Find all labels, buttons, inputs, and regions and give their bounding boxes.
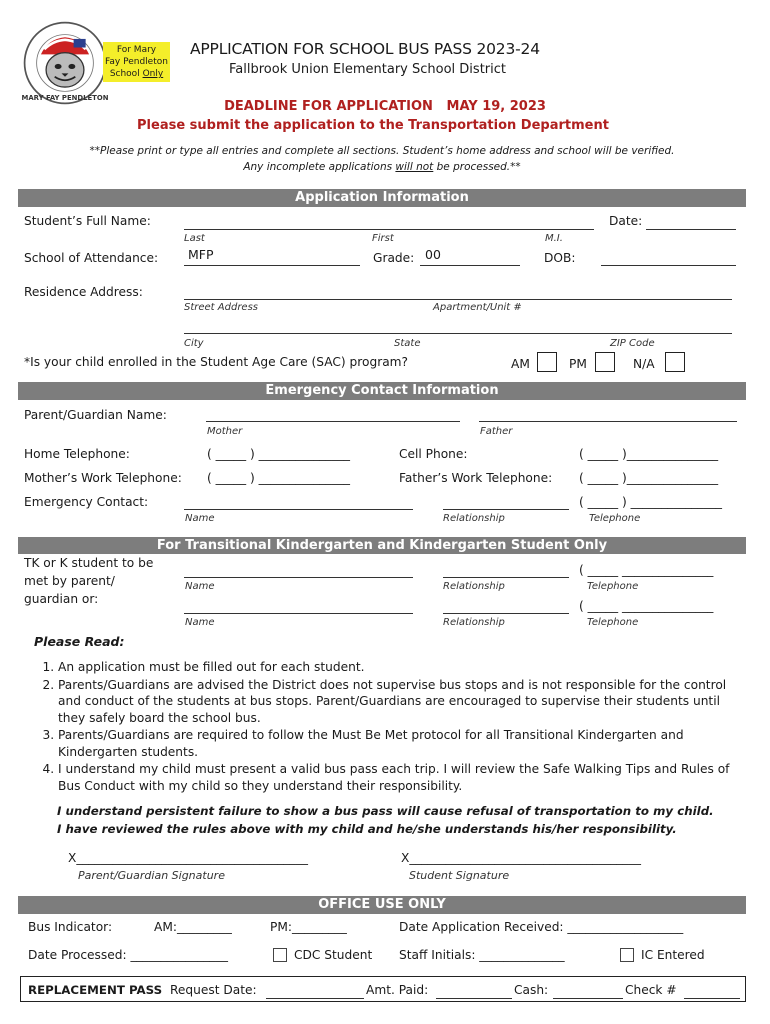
emergency-relationship-field[interactable] (443, 509, 569, 510)
sac-pm-label: PM (569, 357, 587, 371)
logo-ring-text: MARY FAY PENDLETON (22, 93, 108, 102)
deadline-text: DEADLINE FOR APPLICATION MAY 19, 2023 (224, 99, 546, 114)
emergency-name-field[interactable] (184, 509, 413, 510)
mi-caption: M.I. (545, 233, 563, 244)
sac-am-checkbox[interactable] (537, 352, 557, 372)
sticker-line1: For Mary (116, 45, 157, 55)
request-date-label: Request Date: (170, 983, 257, 997)
street-caption: Street Address (184, 302, 259, 313)
mother-work-label: Mother’s Work Telephone: (24, 471, 182, 485)
guardian-name-label: Parent/Guardian Name: (24, 408, 167, 422)
city-caption: City (184, 338, 204, 349)
mother-work-field[interactable]: ( _____ ) _______________ (207, 471, 351, 485)
office-am-field[interactable]: AM:_________ (154, 920, 232, 934)
check-field[interactable] (684, 998, 740, 999)
sticker-line3a: School (109, 69, 143, 79)
tk-telephone1-field[interactable]: ( _____ _______________ (579, 563, 714, 577)
sac-am-label: AM (511, 357, 530, 371)
tk-label-line3: guardian or: (24, 592, 99, 606)
student-signature-caption: Student Signature (409, 869, 510, 882)
mother-name-field[interactable] (206, 421, 460, 422)
rule-item: 3. Parents/Guardians are required to follow the Must Be Met protocol for all Transitional Kindergarten and Kindergarten students. (58, 727, 734, 760)
mother-caption: Mother (207, 426, 243, 437)
rule-item: 1. An application must be filled out for each student. (58, 659, 734, 676)
state-caption: State (394, 338, 421, 349)
amt-paid-field[interactable] (436, 998, 512, 999)
cash-field[interactable] (553, 998, 623, 999)
parent-signature-field[interactable]: X______________________________________ (68, 851, 308, 865)
emergency-name-caption: Name (185, 513, 215, 524)
tk-telephone2-caption: Telephone (587, 617, 639, 628)
tk-name2-caption: Name (185, 617, 215, 628)
submit-instruction: Please submit the application to the Transportation Department (137, 118, 609, 133)
please-read-heading: Please Read: (34, 634, 125, 649)
grade-field[interactable] (420, 265, 520, 266)
rule-item: 4. I understand my child must present a valid bus pass each trip. I will review the Safe Walking Tips and Rules of Bus Conduct with my child so they understand their responsibility. (58, 761, 734, 794)
school-value[interactable]: MFP (188, 247, 214, 262)
cdc-student-label: CDC Student (294, 948, 373, 962)
tk-name2-field[interactable] (184, 613, 413, 614)
amt-paid-label: Amt. Paid: (366, 983, 429, 997)
grade-value[interactable]: 00 (425, 247, 441, 262)
tk-relationship2-caption: Relationship (443, 617, 505, 628)
sac-question: *Is your child enrolled in the Student Age Care (SAC) program? (24, 355, 409, 369)
first-name-caption: First (372, 233, 394, 244)
ic-entered-checkbox[interactable] (620, 948, 634, 962)
tk-name1-field[interactable] (184, 577, 413, 578)
incomplete-note (0, 161, 764, 173)
dob-label: DOB: (544, 251, 576, 265)
rules-list (34, 659, 734, 795)
office-use-header: OFFICE USE ONLY (18, 896, 746, 914)
date-field[interactable] (646, 229, 736, 230)
father-name-field[interactable] (479, 421, 737, 422)
tk-header: For Transitional Kindergarten and Kindergarten Student Only (18, 537, 746, 554)
replacement-pass-label: REPLACEMENT PASS (28, 983, 163, 997)
emergency-relationship-caption: Relationship (443, 513, 505, 524)
cdc-student-checkbox[interactable] (273, 948, 287, 962)
student-name-label: Student’s Full Name: (24, 214, 151, 228)
office-pm-field[interactable]: PM:_________ (270, 920, 347, 934)
home-telephone-field[interactable]: ( _____ ) _______________ (207, 447, 351, 461)
incomplete-note-a: Any incomplete applications (243, 161, 396, 173)
student-name-field[interactable] (184, 229, 594, 230)
father-work-label: Father’s Work Telephone: (399, 471, 553, 485)
ic-entered-label: IC Entered (641, 948, 705, 962)
school-field[interactable] (184, 265, 360, 266)
emergency-telephone-caption: Telephone (589, 513, 641, 524)
rule-item: 2. Parents/Guardians are advised the District does not supervise bus stops and is not responsible for the control and conduct of the students at bus stops. Parent/Guardians are encouraged to supervise their students until they safely board the school bus. (58, 677, 734, 727)
student-signature-field[interactable]: X______________________________________ (401, 851, 641, 865)
cash-label: Cash: (514, 983, 549, 997)
school-only-sticker (103, 42, 170, 82)
father-work-field[interactable]: ( _____ )_______________ (579, 471, 719, 485)
last-name-caption: Last (184, 233, 205, 244)
request-date-field[interactable] (266, 998, 364, 999)
sticker-line3b: Only (142, 69, 164, 79)
date-processed-field[interactable]: Date Processed: ________________ (28, 948, 228, 962)
tk-telephone2-field[interactable]: ( _____ _______________ (579, 599, 714, 613)
street-field[interactable] (184, 299, 732, 300)
emergency-telephone-field[interactable]: ( _____ ) _______________ (579, 495, 723, 509)
sticker-line3 (103, 68, 170, 80)
tk-label-line1: TK or K student to be (24, 556, 154, 570)
date-label: Date: (609, 214, 643, 228)
staff-initials-field[interactable]: Staff Initials: ______________ (399, 948, 565, 962)
district-name: Fallbrook Union Elementary School District (229, 62, 506, 77)
emergency-contact-header: Emergency Contact Information (18, 382, 746, 400)
tk-label-line2: met by parent/ (24, 574, 115, 588)
home-telephone-label: Home Telephone: (24, 447, 130, 461)
date-received-field[interactable]: Date Application Received: ___________________ (399, 920, 684, 934)
school-label: School of Attendance: (24, 251, 159, 265)
print-note: **Please print or type all entries and complete all sections. Student’s home address and school will be verified. (89, 145, 675, 157)
dob-field[interactable] (601, 265, 736, 266)
incomplete-note-c: be processed.** (433, 161, 521, 173)
city-state-zip-field[interactable] (184, 333, 732, 334)
sac-pm-checkbox[interactable] (595, 352, 615, 372)
apt-caption: Apartment/Unit # (433, 302, 522, 313)
tk-relationship2-field[interactable] (443, 613, 569, 614)
zip-caption: ZIP Code (610, 338, 655, 349)
acknowledgement-2: I have reviewed the rules above with my child and he/she understands his/her responsibility. (57, 822, 677, 836)
check-label: Check # (625, 983, 677, 997)
sac-na-label: N/A (633, 357, 655, 371)
incomplete-note-b: will not (395, 161, 434, 173)
school-logo (22, 20, 108, 106)
cell-phone-field[interactable]: ( _____ )_______________ (579, 447, 719, 461)
application-info-header: Application Information (18, 189, 746, 207)
grade-label: Grade: (373, 251, 415, 265)
emergency-contact-label: Emergency Contact: (24, 495, 149, 509)
acknowledgement-1: I understand persistent failure to show a bus pass will cause refusal of transportation to my child. (57, 804, 714, 818)
cell-phone-label: Cell Phone: (399, 447, 468, 461)
parent-signature-caption: Parent/Guardian Signature (78, 869, 225, 882)
bus-indicator-label: Bus Indicator: (28, 920, 113, 934)
sticker-line2: Fay Pendleton (105, 57, 168, 67)
tk-name1-caption: Name (185, 581, 215, 592)
father-caption: Father (480, 426, 513, 437)
form-title: APPLICATION FOR SCHOOL BUS PASS 2023-24 (190, 40, 540, 58)
tk-telephone1-caption: Telephone (587, 581, 639, 592)
sac-na-checkbox[interactable] (665, 352, 685, 372)
tk-relationship1-field[interactable] (443, 577, 569, 578)
tk-relationship1-caption: Relationship (443, 581, 505, 592)
residence-label: Residence Address: (24, 285, 143, 299)
